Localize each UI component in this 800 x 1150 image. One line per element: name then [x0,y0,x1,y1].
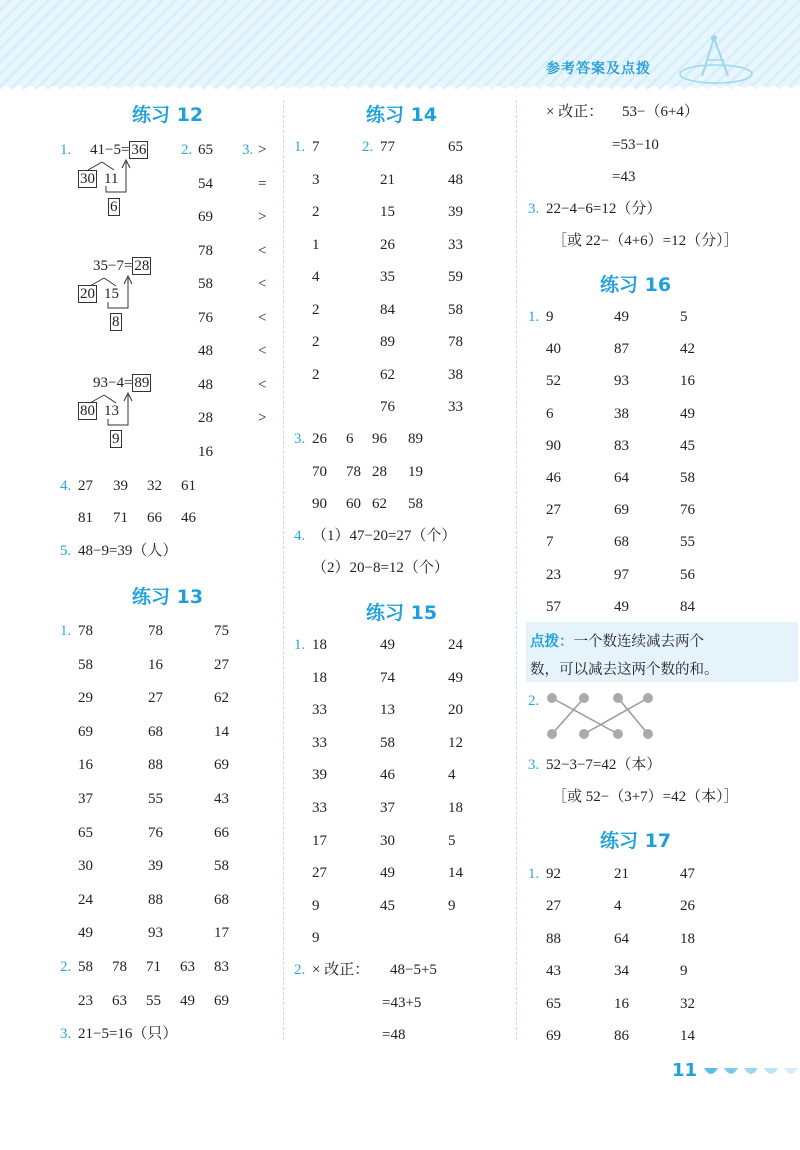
comparison-sign: > [258,142,267,158]
answer-value: 63 [180,959,195,975]
match-node-bottom-3 [613,729,623,739]
column-divider-1 [283,100,284,1040]
answer-value: 26 [312,431,327,447]
s13-q1-number: 1. [60,623,72,639]
wrong-mark: × [312,962,321,978]
answer-value: 66 [147,510,162,526]
tip-line1 [530,630,704,651]
answer-value: 63 [112,993,127,1009]
match-node-bottom-2 [579,729,589,739]
answer-value: 18 [448,800,463,816]
answer-value: 58 [408,496,423,512]
answer-value: 69 [78,723,93,740]
answer-value: 48 [198,343,213,359]
answer-value: 87 [614,341,629,358]
answer-value: 49 [78,925,93,942]
answer-value: 18 [312,669,327,686]
continued-line3: =43 [612,169,636,185]
compass-ornament-icon [676,30,766,90]
answer-value: 69 [214,993,229,1009]
q1-number: 1. [60,142,72,158]
answer-value: 90 [546,437,561,454]
answer-value: 16 [614,995,629,1012]
tip-line2: 数，可以减去这两个数的和。 [530,662,719,678]
answer-value: 3 [312,171,320,188]
answer-value: 49 [448,669,463,686]
answer-value: 65 [198,142,213,158]
answer-value: 39 [148,858,163,875]
header-title: 参考答案及点拨 [546,61,651,77]
answer-value: 4 [312,269,320,285]
answer-value: 28 [198,410,213,426]
equation: 41−5= [90,142,130,158]
s14-q2-number: 2. [362,139,374,155]
answer-value: 39 [312,767,327,784]
s15-q3-line1: 22−4−6=12（分） [546,201,662,217]
answer-value: 78 [198,242,213,259]
result-box: 9 [112,431,120,447]
section-title-14: 练习 14 [366,104,438,126]
match-node-top-3 [613,693,623,703]
answer-value: 45 [680,437,695,454]
answer-value: 88 [546,930,561,947]
answer-value: 48 [448,171,463,188]
answer-value: 16 [148,656,163,673]
matching-diagram [540,688,660,744]
tip-label: 点拨： [530,634,574,650]
answer-value: 38 [448,366,463,383]
answer-value: 2 [312,204,320,220]
answer-value: 33 [448,399,463,415]
answer-value: 2 [312,301,320,318]
answer-value: 69 [546,1028,561,1044]
answer-value: 13 [380,702,395,719]
s15-q2-correction [312,961,369,979]
s17-q1-number: 1. [528,866,540,882]
result-box: 6 [110,199,118,215]
answer-value: 32 [680,995,695,1012]
part-value: 13 [104,403,119,419]
answer-value: 96 [372,431,387,447]
answer-value: 58 [680,470,695,486]
answer-value: 88 [148,757,163,774]
answer-value: 42 [680,341,695,358]
answer-value: 20 [448,702,463,719]
answer-value: 59 [448,269,463,285]
answer-value: 58 [198,276,213,292]
answer-value: 27 [78,478,93,494]
answer-value: 27 [148,690,163,707]
answer-value: 65 [546,995,561,1012]
continued-correction [546,103,603,121]
answer-value: 37 [78,791,93,807]
part-box: 30 [80,171,95,187]
wrong-mark: × [546,104,555,120]
s13-q2-number: 2. [60,959,72,975]
answer-value: 5 [680,309,688,325]
answer-value: 58 [380,734,395,751]
answer-value: 27 [214,656,229,673]
answer-value: 16 [680,373,695,390]
answer-value: 4 [448,767,456,784]
answer-value: 46 [380,767,395,784]
answer-value: 45 [380,897,395,914]
answer-value: 4 [614,898,622,915]
answer-value: 23 [78,993,93,1009]
answer-value: 9 [312,897,320,914]
answer-value: 90 [312,496,327,512]
answer-value: 84 [680,598,695,615]
comparison-sign: < [258,276,267,292]
section-title-12: 练习 12 [132,104,204,126]
match-node-top-4 [643,693,653,703]
answer-value: 17 [312,832,327,849]
continued-line2: =53−10 [612,137,659,153]
answer-value: 33 [448,236,463,253]
answer-value: 9 [680,963,688,980]
answer-value: 76 [680,502,695,519]
answer-value: 6 [346,431,354,447]
answer-value: 58 [78,656,93,673]
correction-label: 改正： [558,104,604,120]
s15-q2-line3: =48 [382,1027,406,1043]
answer-value: 30 [78,858,93,875]
answer-value: 21 [614,866,629,882]
answer-value: 35 [380,269,395,285]
answer-value: 16 [198,443,213,460]
section-title-13: 练习 13 [132,586,204,608]
comparison-sign: > [258,410,267,426]
s16-q3-line2: ［或 52−（3+7）=42（本）］ [552,789,739,805]
answer-value: 62 [380,366,395,383]
s13-q3-answer: 21−5=16（只） [78,1026,178,1042]
answer-value: 78 [448,334,463,350]
answer-value: 58 [78,959,93,975]
answer-value: 69 [614,502,629,519]
comparison-sign: > [258,209,267,225]
answer-value: 55 [146,993,161,1009]
s15-q2-line2: =43+5 [382,995,422,1011]
s15-q2-line1: 48−5+5 [390,962,437,978]
answer-value: 46 [546,470,561,486]
answer-value: 15 [380,204,395,220]
answer-value: 66 [214,824,229,841]
answer-value: 30 [380,832,395,849]
answer-value: 89 [408,431,423,447]
part-value: 11 [104,171,119,187]
answer-value: 68 [214,891,229,908]
answer-value: 43 [546,963,561,980]
answer-value: 56 [680,566,695,583]
answer-value: 6 [546,405,554,422]
equation: 35−7= [93,258,133,274]
answer-value: 40 [546,341,561,358]
answer-value: 27 [546,502,561,519]
answer-value: 33 [312,734,327,751]
answer-value: 49 [614,598,629,615]
answer-value: 88 [148,891,163,908]
column-divider-2 [516,100,517,1040]
comparison-sign: < [258,343,267,359]
answer-value: 78 [346,463,361,480]
answer-box: 28 [134,258,150,274]
answer-value: 16 [78,757,93,774]
answer-value: 29 [78,690,93,707]
answer-value: 68 [148,723,163,740]
comparison-sign: < [258,242,267,259]
s15-q3-line2: ［或 22−（4+6）=12（分）］ [552,233,739,249]
answer-value: 76 [148,824,163,841]
s14-q4-number: 4. [294,528,306,544]
match-node-top-2 [579,693,589,703]
answer-value: 97 [614,566,629,583]
part-box: 20 [80,286,95,302]
q3-number: 3. [242,142,254,158]
answer-value: 2 [312,366,320,383]
answer-value: 12 [448,734,463,751]
s14-q4-line1: （1）47−20=27（个） [312,528,457,544]
answer-value: 81 [78,510,93,526]
answer-value: 64 [614,930,629,947]
answer-value: 64 [614,470,629,486]
s16-q3-number: 3. [528,757,540,773]
answer-value: 65 [78,824,93,841]
part-value: 15 [104,286,119,302]
comparison-sign: = [258,175,267,192]
answer-value: 92 [546,866,561,882]
answer-value: 69 [214,757,229,774]
answer-value: 77 [380,139,395,155]
answer-value: 54 [198,175,213,192]
comparison-sign: < [258,309,267,326]
section-title-15: 练习 15 [366,602,438,624]
equation: 93−4= [93,375,133,391]
answer-value: 46 [181,510,196,526]
answer-value: 70 [312,463,327,480]
page-number: 11 [672,1060,698,1081]
page-decoration-dots [702,1064,800,1080]
answer-value: 68 [614,534,629,551]
answer-value: 71 [146,959,161,975]
answer-value: 78 [112,959,127,975]
answer-value: 21 [380,171,395,188]
s15-q2-number: 2. [294,962,306,978]
comparison-sign: < [258,376,267,393]
answer-value: 86 [614,1028,629,1044]
answer-box: 36 [131,142,147,158]
match-node-bottom-1 [547,729,557,739]
correction-label: 改正： [324,962,370,978]
answer-value: 75 [214,623,229,639]
q5-answer: 48−9=39（人） [78,543,178,559]
answer-value: 27 [546,898,561,915]
answer-value: 47 [680,866,695,882]
answer-value: 9 [448,897,456,914]
answer-value: 58 [448,301,463,318]
answer-value: 23 [546,566,561,583]
answer-value: 49 [680,405,695,422]
s13-q3-number: 3. [60,1026,72,1042]
answer-value: 9 [312,930,320,947]
section-title-16: 练习 16 [600,274,672,296]
answer-value: 52 [546,373,561,390]
answer-value: 49 [180,993,195,1009]
q5-number: 5. [60,543,72,559]
answer-value: 19 [408,463,423,480]
answer-value: 55 [680,534,695,551]
answer-value: 83 [214,959,229,975]
answer-value: 74 [380,669,395,686]
s15-q3-number: 3. [528,201,540,217]
s16-q2-number: 2. [528,693,540,709]
answer-value: 49 [380,865,395,882]
section-title-17: 练习 17 [600,830,672,852]
s14-q1-number: 1. [294,139,306,155]
answer-value: 24 [78,891,93,908]
answer-value: 76 [380,399,395,415]
answer-value: 34 [614,963,629,980]
answer-value: 1 [312,236,320,253]
result-box: 8 [112,314,120,330]
answer-value: 26 [680,898,695,915]
answer-value: 7 [546,534,554,551]
answer-value: 18 [312,637,327,653]
answer-value: 9 [546,309,554,325]
answer-value: 69 [198,209,213,225]
answer-value: 78 [148,623,163,639]
answer-value: 27 [312,865,327,882]
answer-box: 89 [134,375,150,391]
match-node-top-1 [547,693,557,703]
answer-value: 62 [372,496,387,512]
answer-value: 14 [214,723,229,740]
answer-value: 61 [181,478,196,494]
answer-value: 14 [680,1028,695,1044]
answer-value: 28 [372,463,387,480]
continued-line1: 53−（6+4） [622,104,699,120]
answer-value: 58 [214,858,229,875]
answer-value: 84 [380,301,395,318]
answer-value: 39 [448,204,463,220]
answer-value: 38 [614,405,629,422]
answer-value: 49 [380,637,395,653]
answer-value: 2 [312,334,320,350]
answer-value: 93 [614,373,629,390]
answer-value: 55 [148,791,163,807]
answer-value: 60 [346,496,361,512]
s16-q1-number: 1. [528,309,540,325]
answer-value: 24 [448,637,463,653]
answer-value: 93 [148,925,163,942]
answer-value: 5 [448,832,456,849]
answer-value: 78 [78,623,93,639]
tip-text1: 一个数连续减去两个 [573,634,704,650]
answer-value: 62 [214,690,229,707]
s14-q3-number: 3. [294,431,306,447]
answer-value: 65 [448,139,463,155]
answer-value: 33 [312,702,327,719]
answer-value: 18 [680,930,695,947]
answer-value: 32 [147,478,162,494]
answer-value: 7 [312,139,320,155]
answer-value: 37 [380,800,395,816]
s14-q4-line2: （2）20−8=12（个） [312,560,449,576]
match-node-bottom-4 [643,729,653,739]
answer-value: 43 [214,791,229,807]
answer-value: 49 [614,309,629,325]
answer-value: 17 [214,925,229,942]
answer-value: 71 [113,510,128,526]
answer-value: 14 [448,865,463,882]
answer-value: 89 [380,334,395,350]
q4-number: 4. [60,478,72,494]
q2-number: 2. [181,142,193,158]
s15-q1-number: 1. [294,637,306,653]
s16-q3-line1: 52−3−7=42（本） [546,757,662,773]
answer-value: 48 [198,376,213,393]
answer-value: 33 [312,800,327,816]
answer-value: 57 [546,598,561,615]
answer-value: 39 [113,478,128,494]
part-box: 80 [80,403,95,419]
answer-value: 83 [614,437,629,454]
answer-value: 26 [380,236,395,253]
answer-value: 76 [198,309,213,326]
